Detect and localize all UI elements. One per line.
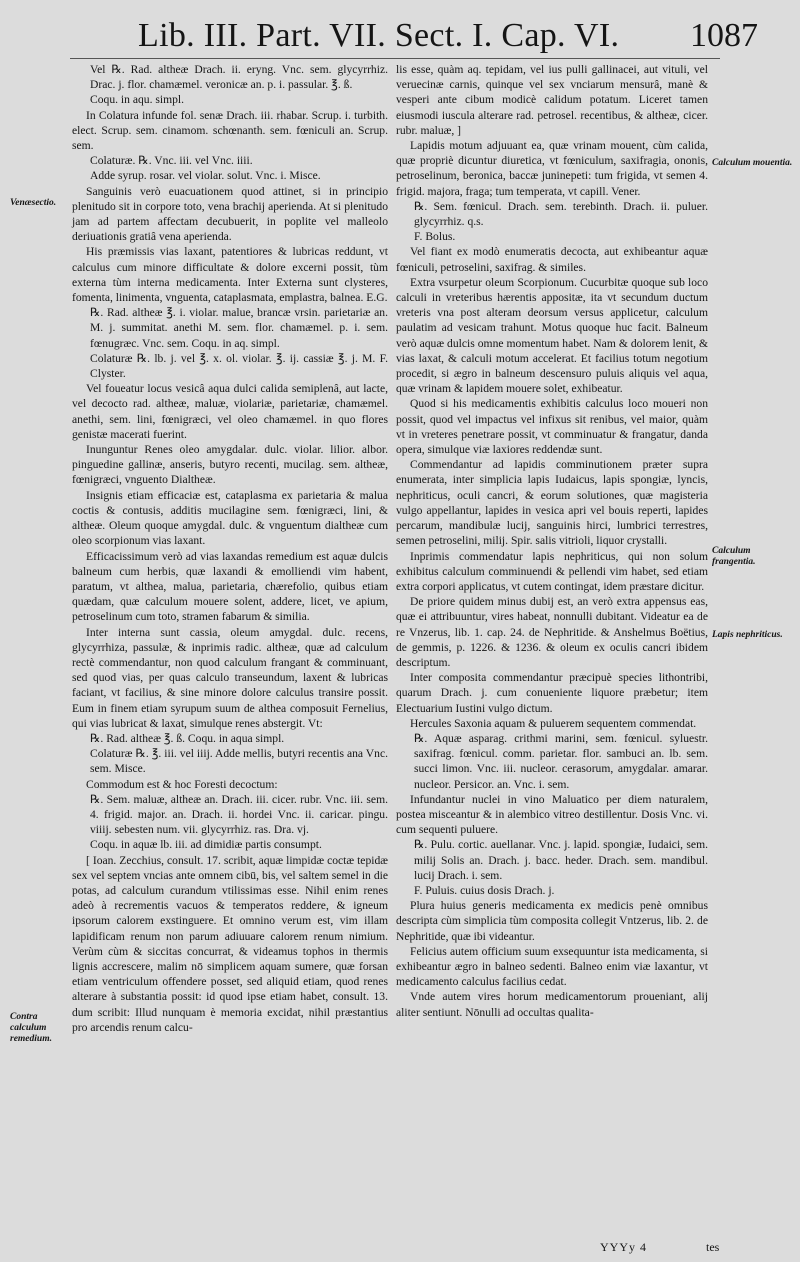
paragraph: Vnde autem vires horum medicamentorum proueniant, alij aliter sentiunt. Nōnulli ad occultas qualita-	[396, 990, 708, 1019]
paragraph: His præmissis vias laxant, patentiores & lubricas reddunt, vt calculus cum minore difficultate & dolore excerni possit, tùm externa tùm interna medicamenta. Inter Externa sunt clysteres, fomenta, linimenta, vnguenta, cataplasmata, emplastra, balnea. E.G.	[72, 245, 388, 305]
paragraph: Efficacissimum verò ad vias laxandas remedium est aquæ dulcis balneum cum herbis, quæ laxandi & emolliendi vim habent, paratum, vt althea, malua, parietaria, chærefolio, quibus etiam quædam, quæ calculum mouere solent, addere, licet, ve apium, petroselinum cum toto, stramen fabarum & similia.	[72, 549, 388, 624]
paragraph: ℞. Sem. maluæ, altheæ an. Drach. iii. cicer. rubr. Vnc. iii. sem. 4. frigid. major. an. Drach. ii. hordei Vnc. ii. caricar. pingu. viiij. sebesten num. vii. glycyrrhiz. ras. Dra. vj.	[90, 792, 388, 837]
paragraph: ℞. Rad. altheæ ℥. ß. Coqu. in aqua simpl.	[90, 731, 285, 745]
paragraph: ℞. Aquæ asparag. crithmi marini, sem. fœnicul. syluestr. saxifrag. fœnicul. comm. parietar. flor. sambuci an. lb. sem. succi limon. Vnc. iii. nucleor. cerasorum, amygdalar. amarar. nucleor. Persicor. an. Vnc. i. sem.	[414, 731, 708, 791]
paragraph: Coqu. in aquæ lb. iii. ad dimidiæ partis consumpt.	[90, 838, 322, 852]
right-column	[396, 62, 708, 1020]
page-number: 1087	[690, 17, 758, 54]
paragraph: Vel ℞. Rad. altheæ Drach. ii. eryng. Vnc. sem. glycyrrhiz. Drac. j. flor. chamæmel. veronicæ an. p. i. passular. ℥. ß.	[90, 63, 388, 92]
paragraph: Colaturæ. ℞. Vnc. iii. vel Vnc. iiii.	[90, 154, 253, 168]
paragraph: Infundantur nuclei in vino Maluatico per diem naturalem, postea misceantur & in alembico vitreo destillentur. Dosis Vnc. vi. cum sequenti puluere.	[396, 792, 708, 837]
paragraph: lis esse, quàm aq. tepidam, vel ius pulli gallinacei, aut vituli, vel veruecinæ carnis, quinque vel sex vnciarum mensurâ, manè & vesperi ante cibum modicè calidum potatum. Liceret tamen eiusmodi iuscula alterare rad. petrosel. recentibus, & altheæ, cicer. rubr. maluæ, ]	[396, 63, 708, 137]
paragraph: Colaturæ ℞. ℥. iii. vel iiij. Adde mellis, butyri recentis ana Vnc. sem. Misce.	[90, 747, 388, 776]
margin-note-contra-calculum: Contra calculum remedium.	[10, 1012, 52, 1044]
paragraph: Inprimis commendatur lapis nephriticus, qui non solum exhibitus calculum comminuendi & pellendi vim habet, sed etiam extra corpori applicatus, vt cutem contingat, idem præstare dicitur.	[396, 549, 708, 593]
paragraph: Vel fiant ex modò enumeratis decocta, aut exhibeantur aquæ fœniculi, petroselini, saxifrag. & similes.	[396, 245, 708, 274]
margin-note-calculum-frangentia: Calculum frangentia.	[712, 546, 756, 567]
paragraph: Coqu. in aqu. simpl.	[90, 93, 185, 107]
paragraph: Quod si his medicamentis exhibitis calculus loco moueri non possit, quod vel impactus vel infixus sit renibus, vel maior, quàm vt in vreteres penetrare possit, vt comminuatur & frangatur, danda opera, simulque viæ laxiores reddendæ sunt.	[396, 397, 708, 457]
signature-mark: YYYy 4	[600, 1240, 647, 1254]
page-header	[0, 10, 800, 60]
margin-note-calculum-mouentia: Calculum mouentia.	[712, 158, 793, 168]
paragraph: F. Bolus.	[414, 230, 456, 244]
paragraph: Inunguntur Renes oleo amygdalar. dulc. violar. lilior. albor. pinguedine gallinæ, anseris, butyro recenti, mucilag. sem. altheæ, fœnigræci, vnguento Dialtheæ.	[72, 443, 388, 487]
margin-note-lapis-nephriticus: Lapis nephriticus.	[712, 630, 783, 640]
paragraph: Inter interna sunt cassia, oleum amygdal. dulc. recens, glycyrrhiza, passulæ, & inprimis radic. altheæ, quæ ad calculum rectè commendantur, non quod calculum frangant & comminuant, sed quod vias, per quas calculo transeundum, laxent & lubricas faciant, vt facilius, & sine minore dolore calculus transire possit. Eum in finem etiam syrupum suum de althea composuit Fernelius, qui vias lubricat & laxat, simulque renes abstergit. Vt:	[72, 625, 388, 730]
paragraph: [ Ioan. Zecchius, consult. 17. scribit, aquæ limpidæ coctæ tepidæ sex vel septem vncias ante omnem cibū, bis, vel saltem semel in die potas, ad calculum curandum vtilissimas esse. Nihil enim renes adeò à recrementis vacuos & temperatos reddere, & igneum ipsorum calorem exstinguere. Et omnino verum est, vim illam lapidificam renum non parum adiuuare calorem renum nimium. Verùm cùm & siccitas concurrat, & videamus tophos in thermis lignis accrescere, malim nō simplicem aquam sumere, quæ forsan etiam ventriculum offendere posset, sed aliquid etiam, quod renes alterare à substantia possit: id quod ipse etiam habet, consult. 13. dum scribit: Illud nunquam è memoria excidat, nihil præstantius pro arcendis renum calcu-	[72, 853, 388, 1034]
paragraph: Extra vsurpetur oleum Scorpionum. Cucurbitæ quoque sub loco calculi in vreteribus hærentis appositæ, ita vt secundum ductum vreteris vna post alteram deorsum versus applicetur, calculum paulatim ad vesicam trahunt. Motus quoque huc facit. Balneum verò aquæ dulcis omne momentum habet. Nam & dolorem lenit, & vias laxat, & calculi motum accelerat. Et facilius totum negotium procedit, si ægro in balneum descensuro puluis aliquis vel aqua, quæ vrinam & lapidem mouere solet, exhibeatur.	[396, 275, 708, 396]
paragraph: Inter composita commendantur præcipuè species lithontribi, quarum Drach. j. cum conueniente liquore præbetur; item Electuarium Iustini vulgo dictum.	[396, 671, 708, 715]
catchword: tes	[706, 1240, 720, 1254]
paragraph: Hercules Saxonia aquam & puluerem sequentem commendat.	[410, 716, 697, 730]
paragraph: ℞. Rad. altheæ ℥. i. violar. malue, brancæ vrsin. parietariæ an. M. j. summitat. anethi M. sem. flor. chamæmel. p. i. sem. fœnugræc. Vnc. sem. Coqu. in aq. simpl.	[90, 306, 388, 350]
paragraph: De priore quidem minus dubij est, an verò extra appensus eas, quæ ei attribuuntur, vires habeat, nonnulli dubitant. Videatur ea de re Vnzerus, lib. 1. cap. 24. de Nephritide. & Anshelmus Boëtius, de gemmis, p. 1226. & 1236. & oleum ex oculis cancri ibidem descriptum.	[396, 595, 708, 669]
paragraph: Lapidis motum adjuuant ea, quæ vrinam mouent, cùm calida, quæ propriè dicuntur diuretica, vt fœniculum, saxifragia, ononis, petroselinum, beronica, baccæ juninepeti: tum frigida, vt semen 4. frigid. majora, fraga; tum temperata, vt capill. Vener.	[396, 139, 708, 198]
paragraph: Colaturæ ℞. lb. j. vel ℥. x. ol. violar. ℥. ij. cassiæ ℥. j. M. F. Clyster.	[90, 351, 388, 381]
header-rule	[70, 58, 720, 59]
paragraph: F. Puluis. cuius dosis Drach. j.	[414, 883, 555, 897]
paragraph: Commendantur ad lapidis comminutionem præter supra enumerata, inter simplicia lapis Iudaicus, lapis spongiæ, lyncis, nephriticus, oculi cancri, & eorum solutiones, quæ magisteria vulgo appellantur, lapides in vesica apri vel bouis reperti, lapides percarum, mandibulæ lucij, sanguinis hirci, lumbrici terrestres, semen petroselini, milij. Spir. salis vitrioli, liquor crystalli.	[396, 458, 708, 548]
paragraph: In Colatura infunde fol. senæ Drach. iii. rhabar. Scrup. i. turbith. elect. Scrup. sem. cinamom. schœnanth. sem. fœniculi an. Scrup. sem.	[72, 108, 388, 153]
paragraph: Adde syrup. rosar. vel violar. solut. Vnc. i. Misce.	[90, 169, 321, 183]
paragraph: ℞. Sem. fœnicul. Drach. sem. terebinth. Drach. ii. puluer. glycyrrhiz. q.s.	[414, 199, 708, 229]
running-head: Lib. III. Part. VII. Sect. I. Cap. VI.	[138, 17, 620, 54]
margin-note-venaesectio: Venæsectio.	[10, 198, 57, 208]
paragraph: Vel foueatur locus vesicâ aqua dulci calida semiplenâ, aut lacte, vel decocto rad. altheæ, maluæ, violariæ, parietariæ, chamæmel. anethi, sem. lini, fœnigræci, vel oleo chamæmel. in quo flores genistæ macerati fuerint.	[72, 382, 388, 441]
paragraph: Plura huius generis medicamenta ex medicis penè omnibus descripta cùm simplicia tùm composita collegit Vntzerus, lib. 2. de Nephritide, quæ ibi videantur.	[396, 899, 708, 943]
paragraph: Commodum est & hoc Foresti decoctum:	[86, 777, 278, 791]
paragraph: Felicius autem officium suum exsequuntur ista medicamenta, si exhibeantur ægro in balneo sedenti. Balneo enim viæ laxantur, vt medicamento calculus facilius cedat.	[396, 944, 708, 989]
paragraph: ℞. Pulu. cortic. auellanar. Vnc. j. lapid. spongiæ, Iudaici, sem. milij Solis an. Drach. j. bacc. heder. Drach. sem. mandibul. lucij Drach. i. sem.	[414, 838, 708, 882]
paragraph: Sanguinis verò euacuationem quod attinet, si in principio plenitudo sit in corpore toto, vena brachij aperienda. At si plenitudo jam ad partem affectam decubuerit, in poplite vel malleolo deriuationis gratiâ vena aperienda.	[72, 184, 388, 244]
left-column	[72, 62, 388, 1035]
paragraph: Insignis etiam efficaciæ est, cataplasma ex parietaria & malua coctis & contusis, additis mucilagine sem. fœnigræci, lini, & altheæ. Oleum quoque amygdal. dulc. & vnguentum dialtheæ cum oleo scorpionum vias laxant.	[72, 488, 388, 548]
